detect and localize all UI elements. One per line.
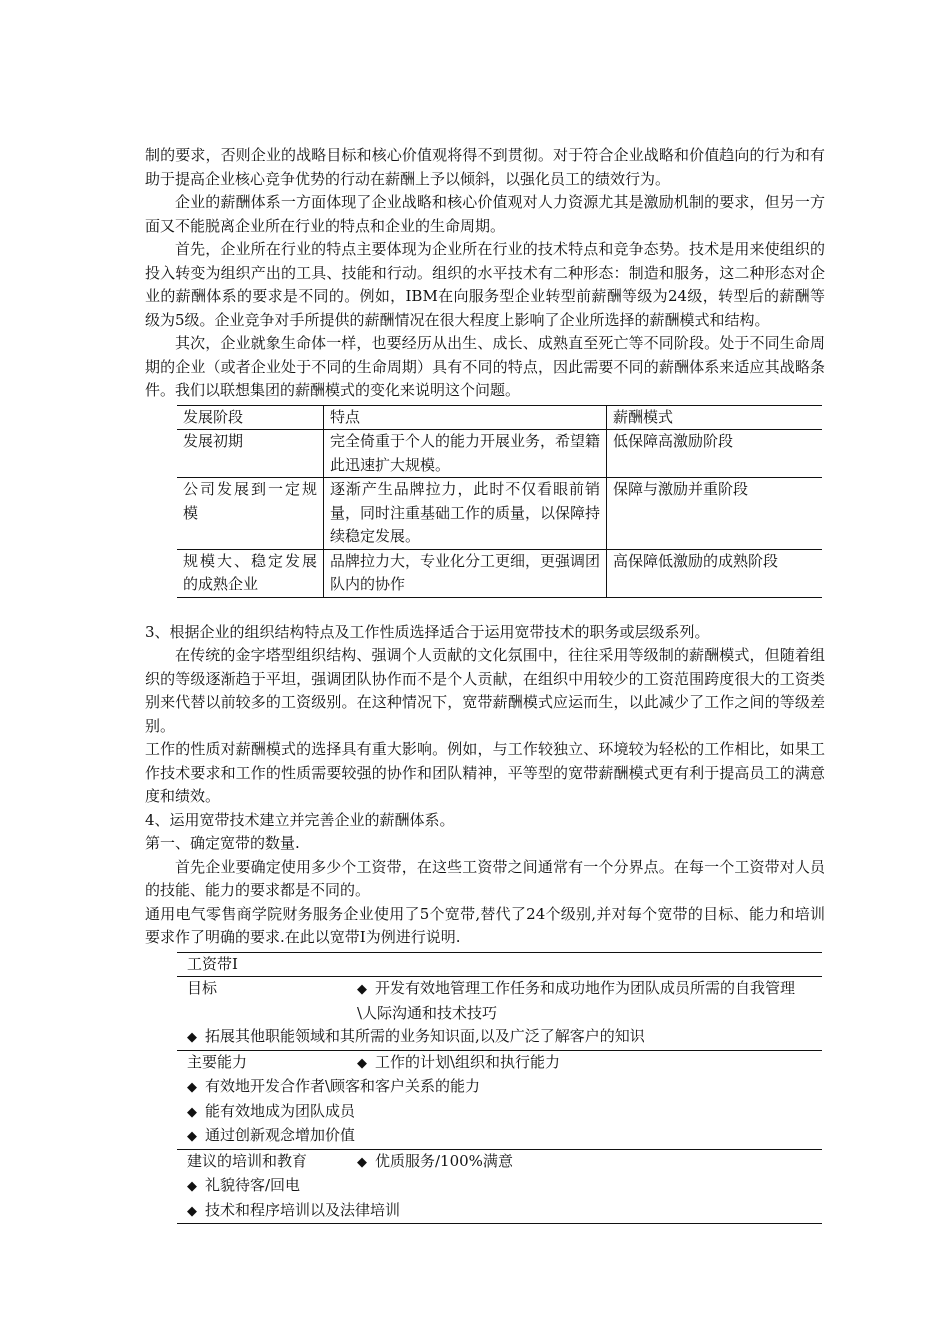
table-row [177,549,822,597]
table-cell: 逐渐产生品牌拉力，此时不仅看眼前销量，同时注重基础工作的质量，以保障持续稳定发展。 [324,478,607,550]
table-row [177,430,822,478]
table-row [177,478,822,550]
table-cell: 公司发展到一定规模 [177,478,324,550]
table-header: 发展阶段 [177,405,324,430]
table-cell: 发展初期 [177,430,324,478]
paragraph: 制的要求，否则企业的战略目标和核心价值观将得不到贯彻。对于符合企业战略和价值趋向的行为和有助于提高企业核心竞争优势的行动在薪酬上予以倾斜，以强化员工的绩效行为。 [145,146,825,188]
paragraph: 在传统的金字塔型组织结构、强调个人贡献的文化氛围中，往往采用等级制的薪酬模式，但随着组织的等级逐渐趋于平坦，强调团队协作而不是个人贡献，在组织中用较少的工资范围跨度很大的工资类别来代替以前较多的工资级别。在这种情况下，宽带薪酬模式应运而生，以此减少了工作之间的等级差别。 [145,646,825,735]
table-header: 特点 [324,405,607,430]
bullet-item: ◆ 工作的计划\组织和执行能力 [357,1051,560,1076]
band-ability-row [177,1050,822,1149]
table-cell: 品牌拉力大，专业化分工更细，更强调团队内的协作 [324,549,607,597]
stage-table [177,405,822,598]
table-cell: 高保障低激励的成熟阶段 [607,549,823,597]
bullet-item: ◆ 礼貌待客/回电 [187,1174,812,1199]
band-label: 主要能力 [187,1052,248,1071]
paragraph: 其次，企业就象生命体一样，也要经历从出生、成长、成熟直至死亡等不同阶段。处于不同生命周期的企业（或者企业处于不同的生命周期）具有不同的特点，因此需要不同的薪酬体系来适应其战略条件。我们以联想集团的薪酬模式的变化来说明这个问题。 [145,334,825,399]
paragraph: 企业的薪酬体系一方面体现了企业战略和核心价值观对人力资源尤其是激励机制的要求，但另一方面又不能脱离企业所在行业的特点和企业的生命周期。 [145,193,825,235]
paragraph: 第一、确定宽带的数量. [145,834,300,852]
paragraph: 工作的性质对薪酬模式的选择具有重大影响。例如，与工作较独立、环境较为轻松的工作相比，如果工作技术要求和工作的性质需要较强的协作和团队精神，平等型的宽带薪酬模式更有利于提高员工的满意度和绩效。 [145,740,825,805]
table-header: 薪酬模式 [607,405,823,430]
table-cell: 低保障高激励阶段 [607,430,823,478]
bullet-item: ◆ 技术和程序培训以及法律培训 [187,1199,812,1224]
band-title: 工资带Ⅰ [187,954,238,973]
band-goal-row [177,976,822,1050]
bullet-item: ◆ 有效地开发合作者\顾客和客户关系的能力 [187,1075,812,1100]
paragraph: 首先，企业所在行业的特点主要体现为企业所在行业的技术特点和竞争态势。技术是用来使组织的投入转变为组织产出的工具、技能和行动。组织的水平技术有二种形态：制造和服务，这二种形态对企业的薪酬体系的要求是不同的。例如，IBM在向服务型企业转型前薪酬等级为24级，转型后的薪酬等级为5级。企业竞争对手所提供的薪酬情况在很大程度上影响了企业所选择的薪酬模式和结构。 [145,240,825,329]
bullet-item: ◆ 通过创新观念增加价值 [187,1124,812,1149]
table-header-row [177,405,822,430]
spacer [145,598,825,621]
paragraph: 3、根据企业的组织结构特点及工作性质选择适合于运用宽带技术的职务或层级系列。 [145,622,710,641]
mid-paragraphs [145,621,825,950]
band-line [187,1150,812,1175]
top-paragraphs [145,144,825,403]
bullet-item: ◆ 能有效地成为团队成员 [187,1100,812,1125]
bullet-item: ◆ 开发有效地管理工作任务和成功地作为团队成员所需的自我管理\人际沟通和技术技巧 [357,977,812,1025]
band-table [177,952,822,1225]
band-label: 建议的培训和教育 [187,1151,308,1170]
paragraph: 4、运用宽带技术建立并完善企业的薪酬体系。 [145,810,455,829]
bullet-item: ◆ 拓展其他职能领域和其所需的业务知识面,以及广泛了解客户的知识 [187,1025,812,1050]
bullet-item: ◆ 优质服务/100%满意 [357,1150,513,1175]
paragraph: 首先企业要确定使用多少个工资带，在这些工资带之间通常有一个分界点。在每一个工资带对人员的技能、能力的要求都是不同的。 [145,857,825,899]
band-label: 目标 [187,979,218,997]
table-cell: 规模大、稳定发展的成熟企业 [177,549,324,597]
table-cell: 保障与激励并重阶段 [607,478,823,550]
band-training-row [177,1149,822,1224]
band-line [187,977,812,1025]
paragraph: 通用电气零售商学院财务服务企业使用了5个宽带,替代了24个级别,并对每个宽带的目标、能力和培训要求作了明确的要求.在此以宽带Ⅰ为例进行说明. [145,904,825,946]
table-cell: 完全倚重于个人的能力开展业务，希望籍此迅速扩大规模。 [324,430,607,478]
band-title-row [177,953,822,977]
document-page [145,144,825,1224]
band-line [187,1051,812,1076]
